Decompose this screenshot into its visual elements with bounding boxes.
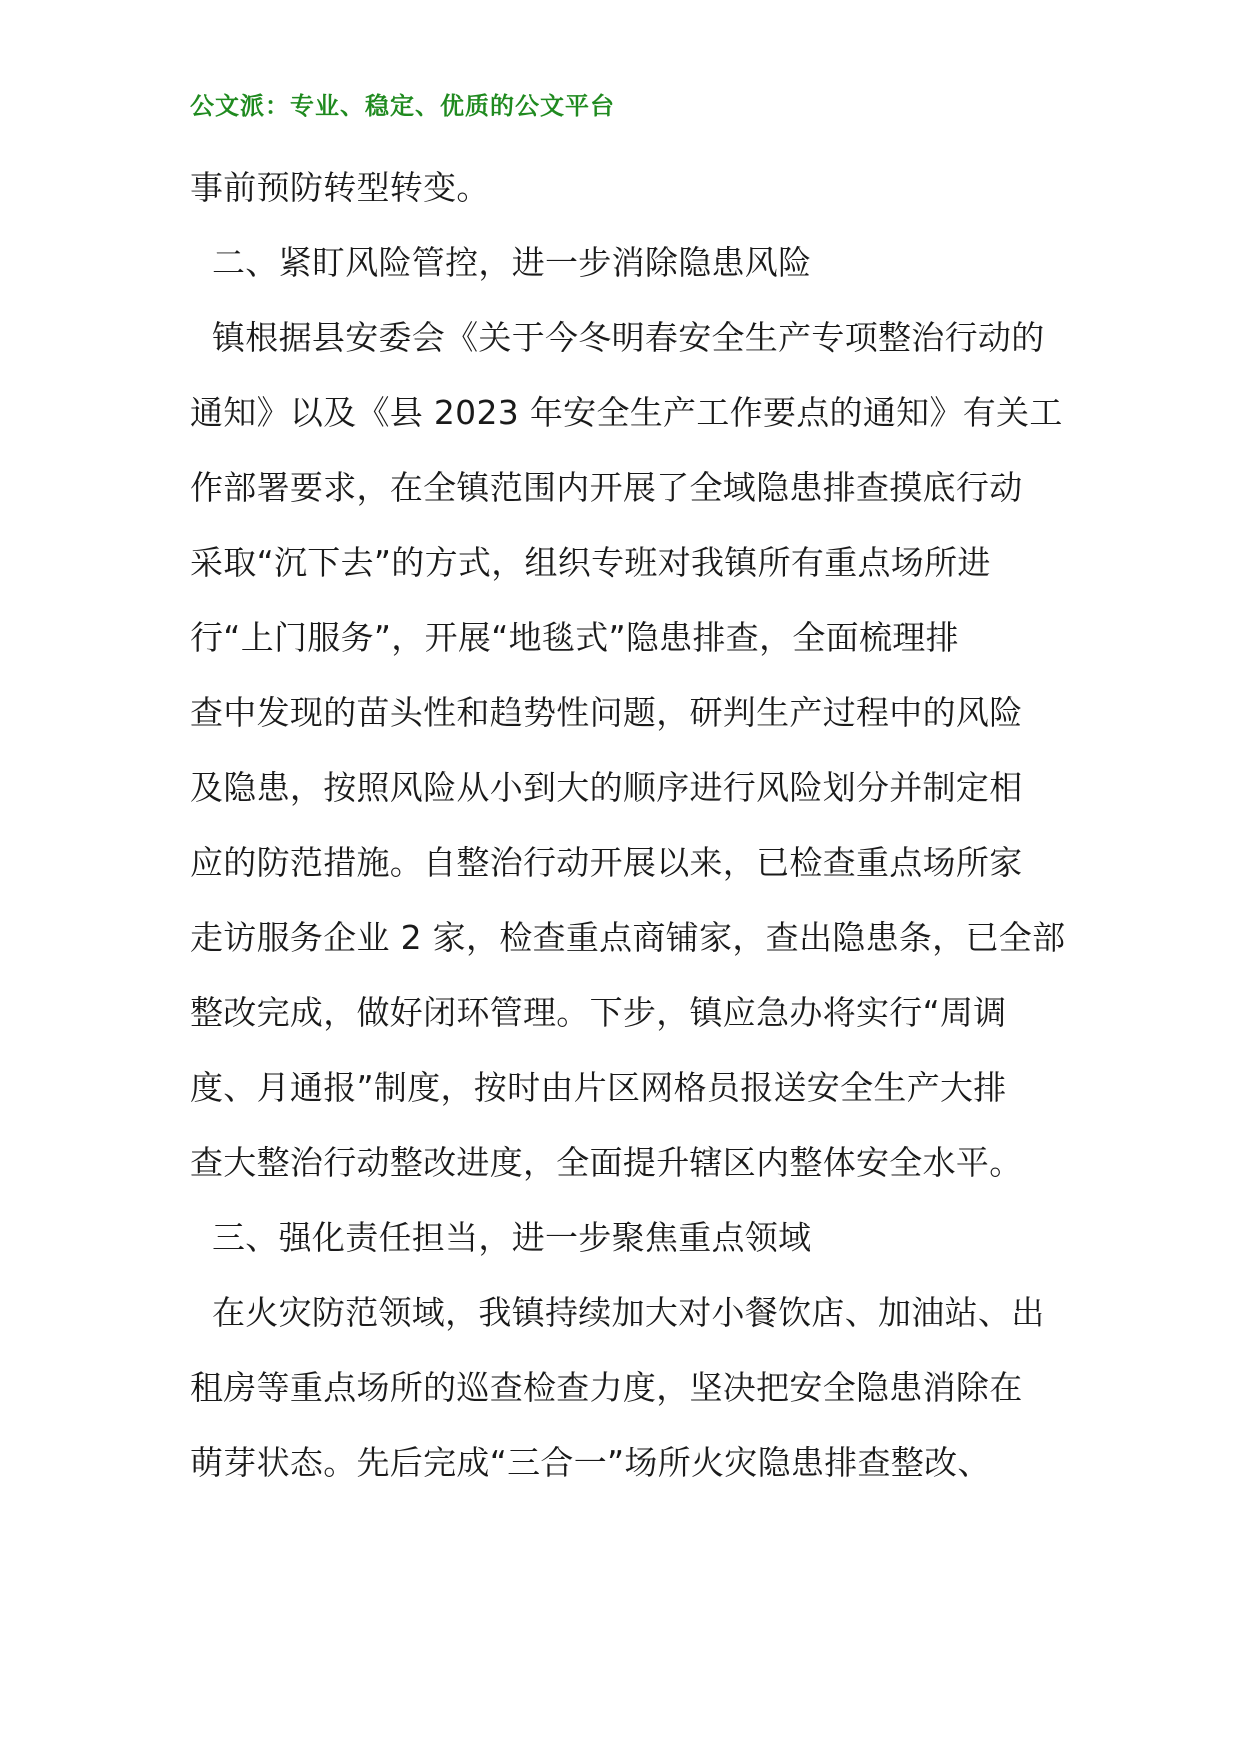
paragraph-line: 走访服务企业 2 家，检查重点商铺家，查出隐患条，已全部: [190, 918, 1066, 957]
paragraph-line: 应的防范措施。自整治行动开展以来，已检查重点场所家: [190, 843, 1023, 882]
paragraph-line: 镇根据县安委会《关于今冬明春安全生产专项整治行动的: [212, 318, 1045, 357]
section-heading-3: 三、强化责任担当，进一步聚焦重点领域: [212, 1218, 812, 1257]
paragraph-line: 行“上门服务”，开展“地毯式”隐患排查，全面梳理排: [190, 618, 959, 657]
paragraph-line: 萌芽状态。先后完成“三合一”场所火灾隐患排查整改、: [190, 1443, 991, 1482]
paragraph-line: 采取“沉下去”的方式，组织专班对我镇所有重点场所进: [190, 543, 991, 582]
paragraph-line: 通知》以及《县 2023 年安全生产工作要点的通知》有关工: [190, 393, 1063, 432]
document-body: [190, 168, 1066, 1518]
section-heading-2: 二、紧盯风险管控，进一步消除隐患风险: [212, 243, 812, 282]
paragraph-line: 及隐患，按照风险从小到大的顺序进行风险划分并制定相: [190, 768, 1023, 807]
paragraph-line: 查中发现的苗头性和趋势性问题，研判生产过程中的风险: [190, 693, 1023, 732]
paragraph-line: 租房等重点场所的巡查检查力度，坚决把安全隐患消除在: [190, 1368, 1023, 1407]
paragraph-line: 在火灾防范领域，我镇持续加大对小餐饮店、加油站、出: [212, 1293, 1045, 1332]
paragraph-line: 整改完成，做好闭环管理。下步，镇应急办将实行“周调: [190, 993, 1007, 1032]
paragraph-line: 事前预防转型转变。: [190, 168, 490, 207]
paragraph-line: 作部署要求，在全镇范围内开展了全域隐患排查摸底行动: [190, 468, 1023, 507]
paragraph-line: 查大整治行动整改进度，全面提升辖区内整体安全水平。: [190, 1143, 1023, 1182]
paragraph-line: 度、月通报”制度，按时由片区网格员报送安全生产大排: [190, 1068, 1007, 1107]
site-banner: 公文派：专业、稳定、优质的公文平台: [190, 92, 615, 120]
